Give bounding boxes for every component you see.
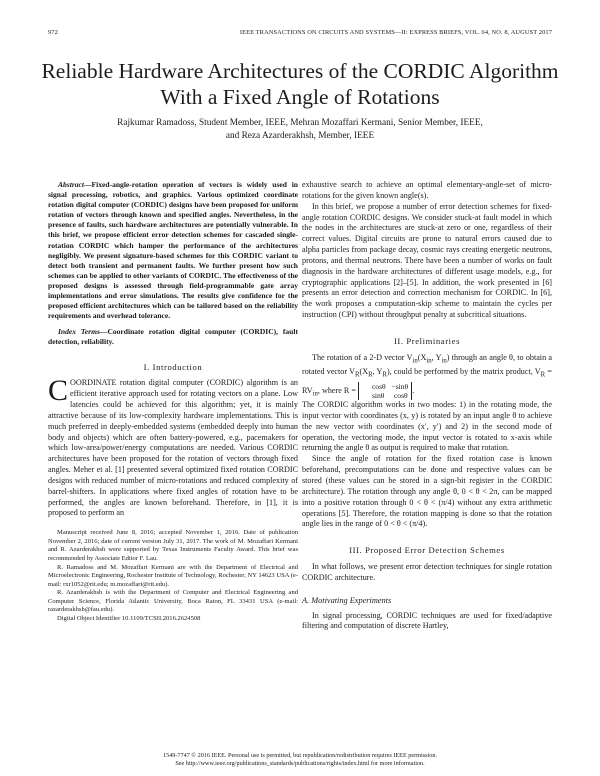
- copyright-notice: [40, 752, 560, 768]
- page-number: 972: [48, 29, 58, 36]
- index-terms: [48, 327, 298, 347]
- footnote-doi: Digital Object Identifier 10.1109/TCSII.2016.2624508: [57, 614, 201, 622]
- prelim-paragraph-2: The CORDIC algorithm works in two modes: 1) in the rotating mode, the input vector with coordinates (x, y) is rotated by an input angle θ to achieve the new vector with coordinates (x′, y′) and 2) in the second mode of operation, the vectoring mode, the input vector is rotated to x-axis while returning the angle θ as output is required to make that rotation.: [302, 400, 552, 453]
- prelim-text: (X: [359, 367, 369, 377]
- index-terms-label: Index Terms: [58, 327, 100, 337]
- footnotes: [48, 529, 298, 623]
- copyright-line-1: 1549-7747 © 2016 IEEE. Personal use is permitted, but republication/redistribution requires IEEE permission.: [163, 752, 437, 759]
- paper-title: Reliable Hardware Architectures of the CORDIC Algorithm With a Fixed Angle of Rotations: [41, 59, 559, 109]
- footnote-manuscript: Manuscript received June 8, 2016; accepted November 1, 2016. Date of publication November 2, 2016; date of current version July 31, 2017. The work of M. Mozaffari Kermani and R. Azarderakhsh were supported by Texas Instruments Faculty Award. This brief was recommended by Associate Editor F. Lau.: [48, 529, 298, 562]
- footnote-affiliation-2: R. Azarderakhsh is with the Department of Computer and Electrical Engineering and Computer Science, Florida Atlantic University, Boca Raton, FL 33431 USA (e-mail: razarderakhsh@fau.edu).: [48, 589, 298, 614]
- intro-paragraph: [48, 374, 298, 519]
- prelim-text: (X: [417, 352, 427, 362]
- section-heading-preliminaries: II. Preliminaries: [393, 335, 461, 346]
- proposed-paragraph-2: In signal processing, CORDIC techniques are used for fixed/adaptive filtering and computation of discrete Hartley,: [302, 610, 552, 631]
- rotation-matrix: [358, 382, 412, 400]
- prelim-text: ), could be performed by the matrix product, V: [386, 367, 541, 377]
- subsection-heading-motivating: A. Motivating Experiments: [302, 595, 392, 605]
- copyright-line-2: See http://www.ieee.org/publications_standards/publications/rights/index.html for more information.: [175, 760, 425, 767]
- left-column: [48, 180, 298, 623]
- intro-text: OORDINATE rotation digital computer (CORDIC) algorithm is an efficient iterative approach used for rotating vectors on a plane. Low latencies could be achieved for this algorithm; yet, it is mainly attractive because of its low-complexity hardware implementations. This is much preferred in deeply-embedded systems (embedded deeply into human body and objects) which are often battery-powered, e.g., pacemakers for which low-area/power/energy computations are needed. Various CORDIC architectures have been proposed for the rotation of vectors through fixed angles. Meher et al. [1] presented several optimized fixed rotation CORDIC designs with reduced number of micro-rotations and reduced complexity of barrel-shifters. In applications where fixed angles of rotation have to be performed, the angles are known beforehand. Therefore, in [1], it is proposed to perform an: [48, 378, 298, 518]
- abstract-label: Abstract—: [58, 180, 92, 189]
- matrix-cell: cosθ: [393, 390, 408, 400]
- matrix-cell: −sinθ: [391, 381, 409, 391]
- abstract: [48, 180, 298, 321]
- prelim-paragraph-1: The rotation of a 2-D vector $V_{in}(X_{in}$, $Y_{in}$) through an angle θ, to obtain a rotated vector $V_R(X_R$, $Y_R$), could be performed by the matrix product, $V_R = RV_{in}$, where R = cosθ −sinθ sinθ cosθ .: [302, 352, 552, 400]
- subscript: R: [368, 371, 373, 379]
- author-line-1: Rajkumar Ramadoss, Student Member, IEEE, Mehran Mozaffari Kermani, Senior Member, IEEE,: [117, 118, 483, 128]
- intro-continuation: exhaustive search to achieve an optimal elementary-angle-set of micro-rotations for the given known angle(s).: [302, 180, 552, 200]
- prelim-text: ) through an angle θ, to obtain a rotated vector V: [302, 352, 552, 377]
- matrix-cell: sinθ: [371, 390, 385, 400]
- subscript: in: [426, 357, 432, 365]
- subscript: in: [312, 390, 318, 398]
- proposed-paragraph-1: In what follows, we present error detection techniques for single rotation CORDIC architecture.: [302, 562, 552, 582]
- prelim-text: The rotation of a 2-D vector V: [312, 352, 413, 362]
- prelim-paragraph-3: Since the angle of rotation for the fixed rotation case is known beforehand, precomputations can be done and respective values can be stored (these values can be stored in a sign-bit register in the CORDIC architecture). The rotation through any angle θ, 0 < θ < 2π, can be mapped into a positive rotation through 0 < θ < (π/4) without any extra arithmetic operations [5]. Therefore, the rotation mapping is done so that the rotation angle lies in the range of 0 < θ < (π/4).: [302, 454, 552, 529]
- author-list: [60, 117, 540, 143]
- author-line-2: and Reza Azarderakhsh, Member, IEEE: [225, 131, 375, 141]
- prelim-text: , Y: [372, 367, 383, 377]
- subscript: in: [441, 357, 447, 365]
- subscript: in: [412, 357, 418, 365]
- right-column: [302, 180, 552, 632]
- abstract-text: Fixed-angle-rotation operation of vectors is widely used in signal processing, robotics, and graphics. Various optimized coordinate rotation digital computer (CORDIC) designs have been proposed for uniform rotation of vectors through known and specified angles. Nevertheless, in the presence of faults, such hardware architectures are potentially vulnerable. In this brief, we propose efficient error detection schemes for cascaded single-rotation CORDIC which hamper the performance of the architectures negligibly. We present signature-based schemes for this CORDIC variant to detect both transient and permanent faults. We further present how such schemes can be applied to other variants of CORDIC. The effectiveness of the proposed designs is assessed through field-programmable gate array implementations and error simulations. The results give confidence for the proposed efficient architectures which can be tailored based on the reliability requirements and overhead tolerance.: [48, 180, 298, 321]
- running-header: [48, 29, 552, 39]
- footnote-affiliation-1: R. Ramadoss and M. Mozaffari Kermani are with the Department of Electrical and Microelectronic Engineering, Rochester Institute of Technology, Rochester, NY 14623 USA (e-mail: rxr1052@rit.edu; m.mozaffari@rit.edu).: [48, 563, 298, 588]
- subscript: R: [382, 371, 387, 379]
- drop-cap: C: [48, 374, 69, 408]
- section-heading-proposed: III. Proposed Error Detection Schemes: [349, 545, 505, 556]
- intro-paragraph-2: In this brief, we propose a number of error detection schemes for fixed-angle rotation CORDIC designs. We consider stuck-at fault model in which the nodes in the architectures are stuck-at zero or one, regardless of their correct values. Digital circuits are prone to natural errors caused due to alpha particles from package decay, cosmic rays creating energetic neutrons, protons, and thermal neutrons. There have been a number of works on fault diagnosis in the hardware architectures of different usage models, e.g., for cryptographic applications [2]–[5]. In addition, the work presented in [6] presents an error detection and correction mechanism for CORDIC. In [6], the work proposes a computation-skip scheme to maintain the cycles per instruction (CPI) without throughput penalty at subcritical situations.: [302, 201, 552, 320]
- prelim-text: = RV: [302, 367, 552, 395]
- section-heading-introduction: I. Introduction: [143, 361, 203, 372]
- index-terms-text: —Coordinate rotation digital computer (CORDIC), fault detection, reliability.: [48, 327, 298, 347]
- subscript: R: [354, 371, 360, 379]
- matrix-cell: cosθ: [371, 381, 386, 391]
- subscript: R: [540, 371, 546, 379]
- journal-name: IEEE TRANSACTIONS ON CIRCUITS AND SYSTEMS—II: EXPRESS BRIEFS, VOL. 64, NO. 8, AUGUST 2017: [239, 29, 552, 36]
- prelim-text: , where R =: [317, 385, 356, 395]
- prelim-text: , Y: [431, 352, 442, 362]
